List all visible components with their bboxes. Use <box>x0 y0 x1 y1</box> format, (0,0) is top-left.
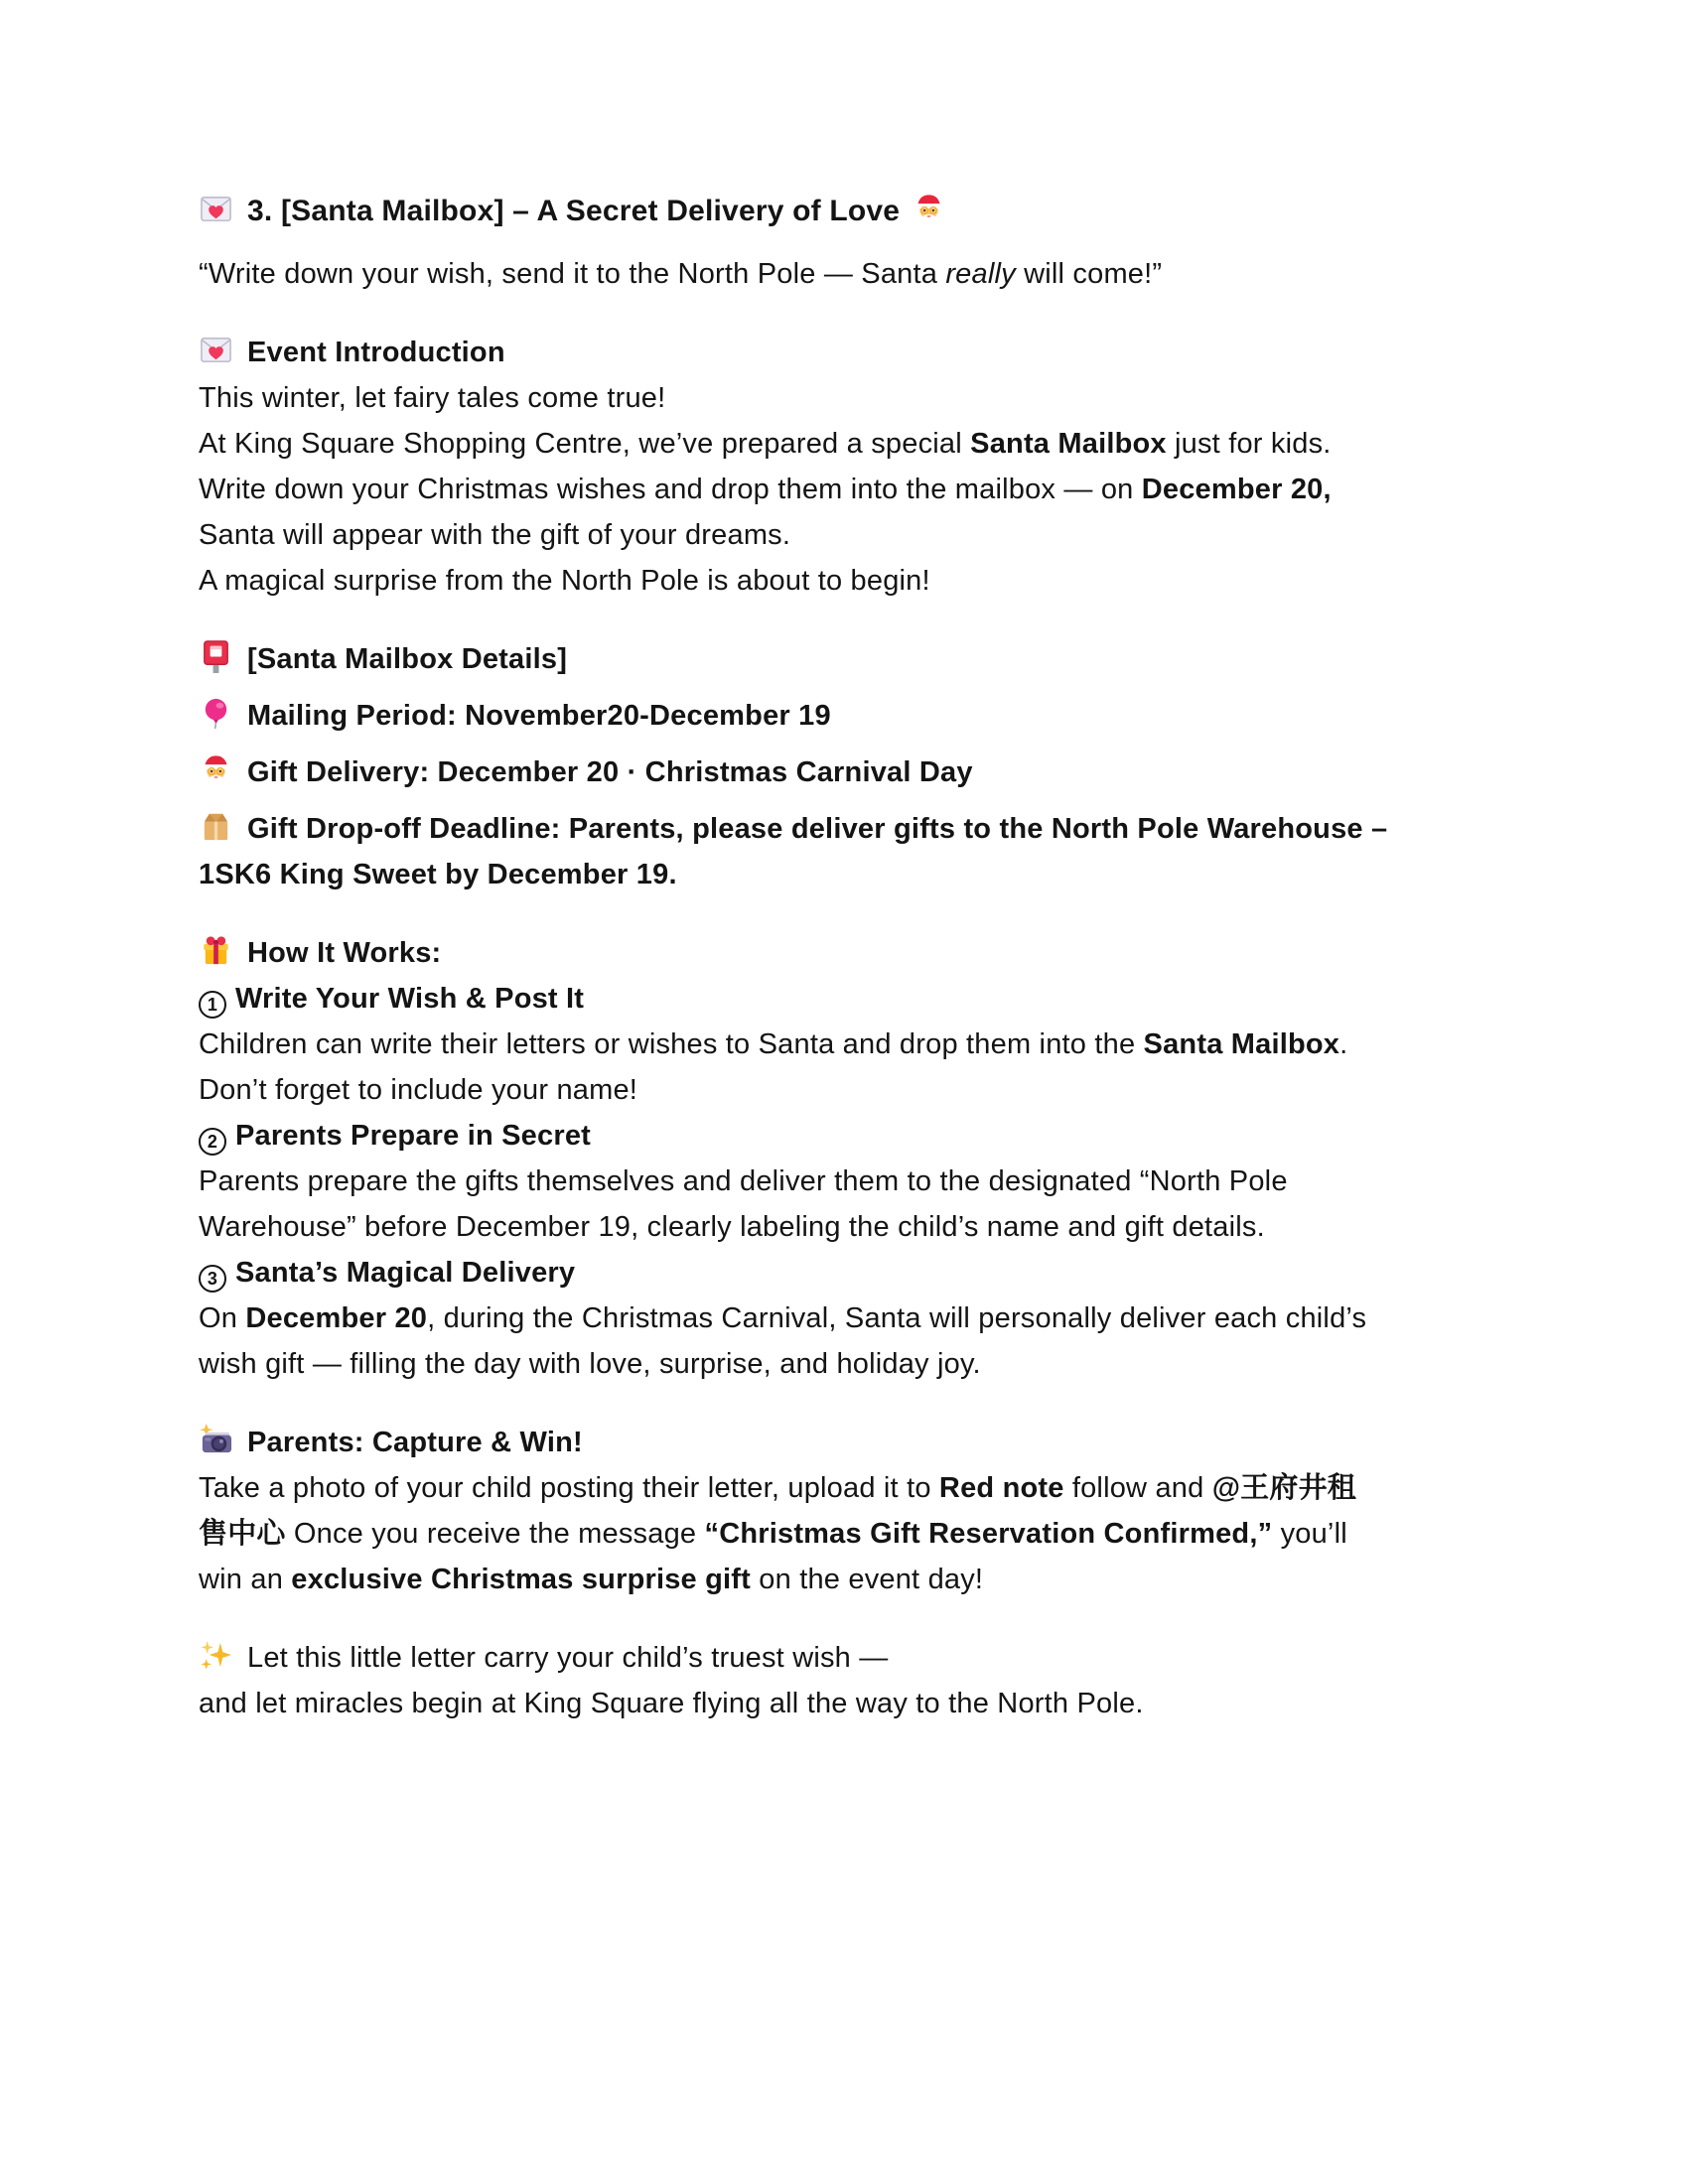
text-run: Parents, please deliver gifts to the <box>560 813 1052 845</box>
text-run: wish gift — filling the day with love, surprise, and holiday joy. <box>199 1348 981 1380</box>
text-run: Take a photo of your child posting their letter, upload it to <box>199 1472 939 1504</box>
text-run: Gift Delivery: December 20 · Christmas Carnival Day <box>247 756 973 788</box>
text-run: will come!” <box>1015 258 1163 290</box>
gift-icon <box>199 933 233 968</box>
camera-icon <box>199 1423 233 1457</box>
text-run: Santa Mailbox <box>1143 1028 1340 1060</box>
text-run: 3. [Santa Mailbox] – A Secret Delivery of Love <box>247 195 901 227</box>
parents-capture-win-body <box>199 1465 1559 1602</box>
text-run: Santa will appear with the gift of your dreams. <box>199 519 791 551</box>
text-run: 1SK6 King Sweet <box>199 859 437 890</box>
text-run: Don’t forget to include your name! <box>199 1074 638 1106</box>
text-run: Santa Mailbox <box>970 428 1167 460</box>
text-run: “Christmas Gift Reservation Confirmed,” <box>704 1518 1273 1550</box>
mailing-period <box>199 693 1559 739</box>
closing <box>199 1635 1559 1726</box>
love-letter-icon <box>199 333 233 367</box>
text-run: Parents prepare the gifts themselves and deliver them to the designated “North Pole <box>199 1165 1288 1197</box>
text-run: December 19 <box>487 859 669 890</box>
document-content <box>199 189 1559 1726</box>
tagline <box>199 251 1559 297</box>
gift-dropoff-deadline <box>199 806 1559 897</box>
parents-capture-win-heading <box>199 1420 1559 1465</box>
text-run: Event Introduction <box>247 337 505 368</box>
text-run: Let this little letter carry your child’s truest wish — <box>247 1642 889 1674</box>
santa-mailbox-details-heading <box>199 636 1559 682</box>
text-run: “Write down your wish, send it to the North Pole — Santa <box>199 258 946 290</box>
santa-icon <box>912 192 946 226</box>
text-run: North Pole Warehouse – <box>1051 813 1388 845</box>
text-run: Write Your Wish & Post It <box>235 983 585 1015</box>
text-run: exclusive Christmas surprise gift <box>291 1564 752 1595</box>
circled-number: 1 <box>199 991 226 1019</box>
love-letter-icon <box>199 192 233 226</box>
text-run: December 20, <box>1141 474 1332 505</box>
text-run: . <box>668 859 677 890</box>
text-run: really <box>945 258 1016 290</box>
text-run: . <box>1339 1028 1348 1060</box>
text-run: Parents Prepare in Secret <box>235 1120 592 1152</box>
text-run: How It Works: <box>247 937 442 969</box>
text-run: On <box>199 1302 246 1334</box>
how-it-works-body <box>199 976 1559 1387</box>
text-run: Gift Drop-off Deadline: <box>247 813 561 845</box>
title <box>199 189 1559 234</box>
text-run: follow and <box>1063 1472 1212 1504</box>
text-run: Children can write their letters or wishes to Santa and drop them into the <box>199 1028 1144 1060</box>
gift-delivery <box>199 750 1559 795</box>
text-run: This winter, let fairy tales come true! <box>199 382 666 414</box>
package-icon <box>199 809 233 844</box>
text-run: Mailing Period: November20-December 19 <box>247 700 831 732</box>
text-run: on the event day! <box>751 1564 984 1595</box>
circled-number: 3 <box>199 1265 226 1293</box>
text-run: Once you receive the message <box>285 1518 705 1550</box>
how-it-works-heading <box>199 930 1559 976</box>
circled-number: 2 <box>199 1128 226 1156</box>
text-run: , during the Christmas Carnival, Santa will personally deliver each child’s <box>427 1302 1367 1334</box>
text-run: 售中心 <box>199 1518 286 1550</box>
text-run: Santa’s Magical Delivery <box>235 1257 576 1289</box>
text-run: by <box>436 859 488 890</box>
balloon-icon <box>199 696 233 731</box>
text-run: [Santa Mailbox Details] <box>247 643 568 675</box>
postbox-icon <box>199 639 233 674</box>
text-run: win an <box>199 1564 292 1595</box>
santa-icon <box>199 752 233 787</box>
text-run: Red note <box>938 1472 1064 1504</box>
text-run: @王府井租 <box>1211 1472 1356 1504</box>
text-run: Parents: Capture & Win! <box>247 1427 583 1458</box>
text-run: Write down your Christmas wishes and drop them into the mailbox — on <box>199 474 1142 505</box>
text-run: At King Square Shopping Centre, we’ve prepared a special <box>199 428 971 460</box>
text-run: A magical surprise from the North Pole is about to begin! <box>199 565 930 597</box>
event-introduction-body <box>199 375 1559 604</box>
text-run: just for kids. <box>1166 428 1332 460</box>
text-run: Warehouse” before December 19, clearly labeling the child’s name and gift details. <box>199 1211 1265 1243</box>
text-run: December 20 <box>245 1302 428 1334</box>
text-run: you’ll <box>1272 1518 1347 1550</box>
text-run: and let miracles begin at King Square flying all the way to the North Pole. <box>199 1688 1144 1719</box>
event-introduction-heading <box>199 330 1559 375</box>
sparkles-icon <box>199 1638 233 1673</box>
